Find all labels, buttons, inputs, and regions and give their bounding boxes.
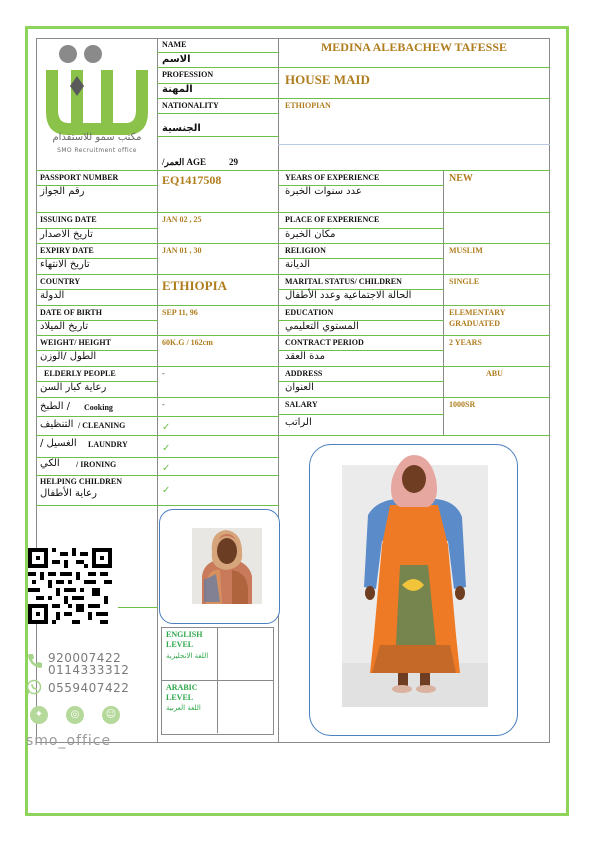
name-label: NAME [162,40,187,49]
dob-value: SEP 11, 96 [162,308,198,317]
address-label-ar: العنوان [285,382,314,393]
name-value: MEDINA ALEBACHEW TAFESSE [320,40,508,54]
nationality-value: ETHIOPIAN [285,101,331,110]
weight-label: WEIGHT/ HEIGHT [40,338,111,347]
passport-label-ar: رقم الجواز [40,186,85,197]
contract-label-ar: مدة العقد [285,351,325,362]
age-label: /العمر AGE [162,157,207,167]
ironing-label: / IRONING [76,460,117,469]
whatsapp-number[interactable]: 0559407422 [48,681,130,695]
issuing-label: ISSUING DATE [40,215,97,224]
nationality-label-ar: الجنسية [162,123,201,134]
twitter-icon[interactable]: ✦ [30,706,48,724]
address-label: ADDRESS [285,369,323,378]
cooking-label: Cooking [84,403,113,412]
elderly-value: - [162,369,165,378]
arabic-level-label-ar: اللغة العربية [166,704,201,712]
portrait-photo [160,510,279,623]
contract-label: CONTRACT PERIOD [285,338,364,347]
place-exp-label-ar: مكان الخبرة [285,229,336,240]
passport-value: EQ1417508 [162,173,222,187]
phone-icon [26,652,44,670]
elderly-label-ar: رعاية كبار السن [40,382,107,393]
education-label: EDUCATION [285,308,334,317]
religion-label: RELIGION [285,246,326,255]
expiry-value: JAN 01 , 30 [162,246,202,255]
address-value: ABU [486,369,503,378]
qr-code[interactable] [28,548,112,624]
marital-label: MARITAL STATUS/ CHILDREN [285,277,402,286]
cleaning-label-ar: التنظيف [40,419,74,430]
education-value-1: ELEMENTARY [449,308,506,317]
logo-english-text: SMO Recruitment office [57,147,137,154]
cleaning-check: ✓ [162,422,171,433]
contract-value: 2 YEARS [449,338,482,347]
dob-label-ar: تاريخ الميلاد [40,321,89,332]
cleaning-label: / CLEANING [78,421,126,430]
laundry-check: ✓ [162,443,171,454]
children-check: ✓ [162,485,171,496]
marital-label-ar: الحالة الاجتماعية وعدد الأطفال [285,290,412,301]
ironing-label-ar: الكي [40,458,60,469]
place-exp-label: PLACE OF EXPERIENCE [285,215,380,224]
cooking-label-ar: / الطبخ [40,401,71,412]
nationality-label: NATIONALITY [162,101,219,110]
snapchat-icon[interactable]: ☺ [102,706,120,724]
country-label-ar: الدولة [40,290,65,301]
issuing-label-ar: تاريخ الاصدار [40,229,93,240]
salary-label: SALARY [285,400,318,409]
full-body-photo [310,445,517,735]
profession-label: PROFESSION [162,70,214,79]
weight-label-ar: الطول /الوزن [40,351,97,362]
full-body-photo-frame [309,444,518,736]
weight-value: 60K.G / 162cm [162,338,213,347]
english-level-label-ar: اللغة الانجليزية [166,652,209,660]
country-label: COUNTRY [40,277,81,286]
salary-label-ar: الراتب [285,417,312,428]
education-label-ar: المستوي التعليمي [285,321,359,332]
years-exp-label-ar: عدد سنوات الخبرة [285,186,362,197]
country-value: ETHIOPIA [162,278,228,293]
dob-label: DATE OF BIRTH [40,308,102,317]
religion-value: MUSLIM [449,246,483,255]
whatsapp-icon [26,679,42,695]
profession-label-ar: المهنة [162,84,193,95]
years-exp-label: YEARS OF EXPERIENCE [285,173,380,182]
laundry-label: LAUNDRY [88,440,128,449]
salary-value: 1000SR [449,400,476,409]
laundry-label-ar: الغسيل / [40,438,77,449]
children-label: HELPING CHILDREN [40,477,123,486]
expiry-label-ar: تاريخ الانتهاء [40,259,90,270]
social-handle[interactable]: smo_office [26,733,112,749]
expiry-label: EXPIRY DATE [40,246,94,255]
arabic-level-label: ARABIC LEVEL [166,683,198,702]
children-label-ar: رعاية الأطفال [40,488,97,499]
religion-label-ar: الديانة [285,259,311,270]
age-value: 29 [229,157,238,167]
years-exp-value: NEW [449,173,473,184]
phone-1[interactable]: 920007422 [48,651,122,665]
elderly-label: ELDERLY PEOPLE [44,369,116,378]
name-label-ar: الاسم [162,54,191,65]
logo [38,40,156,170]
phone-2[interactable]: 0114333312 [48,663,130,677]
portrait-photo-frame [159,509,280,624]
instagram-icon[interactable]: ◎ [66,706,84,724]
logo-arabic-text: مكتب سمو للاستقدام [52,132,142,143]
profession-value: HOUSE MAID [285,72,370,87]
cooking-value: - [162,400,165,409]
english-level-label: ENGLISH LEVEL [166,630,203,649]
passport-label: PASSPORT NUMBER [40,173,119,182]
issuing-value: JAN 02 , 25 [162,215,202,224]
education-value-2: GRADUATED [449,319,500,328]
ironing-check: ✓ [162,463,171,474]
marital-value: SINGLE [449,277,480,286]
